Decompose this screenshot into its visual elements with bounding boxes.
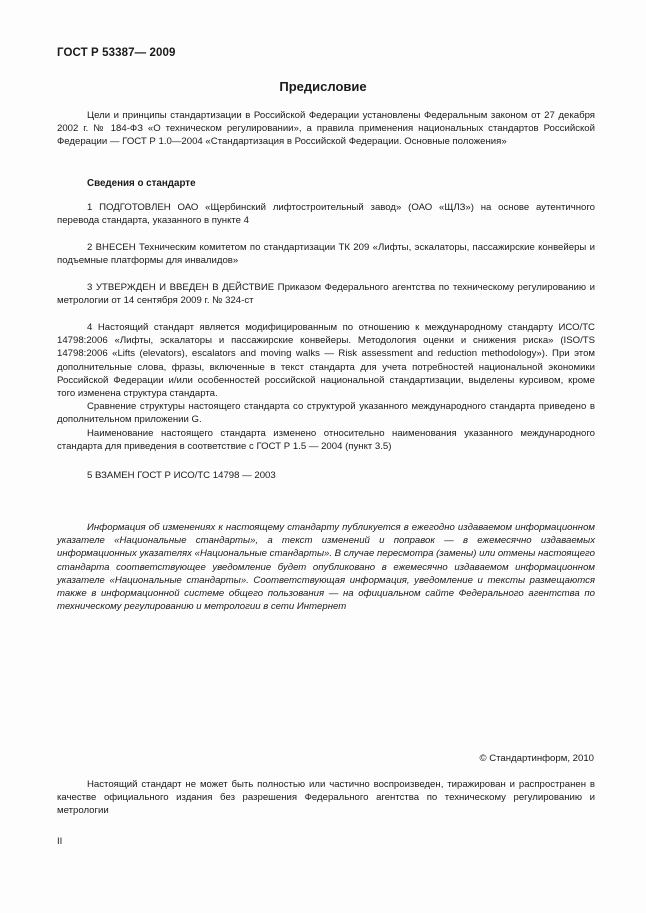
page-title: Предисловие bbox=[279, 79, 367, 94]
page-number: II bbox=[57, 836, 63, 847]
item-4-text-b: Сравнение структуры настоящего стандарта со структурой указанного международного стандарта приведено в дополнительном приложении G. bbox=[57, 401, 595, 426]
item-2-text: 2 ВНЕСЕН Техническим комитетом по стандартизации ТК 209 «Лифты, эскалаторы, пассажирские конвейеры и подъемные платформы для инвалидов» bbox=[57, 242, 595, 267]
reproduction-text: Настоящий стандарт не может быть полностью или частично воспроизведен, тиражирован и распространен в качестве официального издания без разрешения Федерального агентства по техническому регулированию и метрологии bbox=[57, 779, 595, 817]
copyright-line: © Стандартинформ, 2010 bbox=[479, 753, 594, 764]
item-4 bbox=[57, 321, 595, 453]
standard-code: ГОСТ Р 53387— 2009 bbox=[57, 47, 176, 59]
item-2 bbox=[57, 241, 595, 267]
item-3 bbox=[57, 281, 595, 307]
item-4-text-a: 4 Настоящий стандарт является модифицированным по отношению к международному стандарту ИСО/ТС 14798:2006 «Лифты, эскалаторы и пассажирские конвейеры. Методология оценки и снижения риска» (ISO/TS 14798:2006 «Lifts (elevators), escalators and moving walks — Risk assessment and reduction methodology»). При этом дополнительные слова, фразы, включенные в текст стандарта для учета потребностей национальной экономики Российской Федерации и/или особенностей российской национальной стандартизации, выделены курсивом, кроме того изменена структура стандарта. bbox=[57, 322, 595, 400]
info-notice-text: Информация об изменениях к настоящему стандарту публикуется в ежегодно издаваемом информационном указателе «Национальные стандарты», а текст изменений и поправок — в ежемесячно издаваемых информационных указателях «Национальные стандарты». В случае пересмотра (замены) или отмены настоящего стандарта соответствующее уведомление будет опубликовано в ежемесячно издаваемом информационном указателе «Национальные стандарты». Соответствующая информация, уведомление и тексты размещаются также в информационной системе общего пользования — на официальном сайте Федерального агентства по техническому регулированию и метрологии в сети Интернет bbox=[57, 522, 595, 613]
intro-text: Цели и принципы стандартизации в Российской Федерации установлены Федеральным законом от 27 декабря 2002 г. № 184-ФЗ «О техническом регулировании», а правила применения национальных стандартов Российской Федерации — ГОСТ Р 1.0—2004 «Стандартизация в Российской Федерации. Основные положения» bbox=[57, 110, 595, 148]
item-1-text: 1 ПОДГОТОВЛЕН ОАО «Щербинский лифтостроительный завод» (ОАО «ЩЛЗ») на основе аутентичного перевода стандарта, указанного в пункте 4 bbox=[57, 202, 595, 227]
item-5 bbox=[57, 469, 595, 482]
section-heading: Сведения о стандарте bbox=[87, 178, 196, 189]
item-4-text-c: Наименование настоящего стандарта изменено относительно наименования указанного международного стандарта для приведения в соответствие с ГОСТ Р 1.5 — 2004 (пункт 3.5) bbox=[57, 427, 595, 452]
item-3-text: 3 УТВЕРЖДЕН И ВВЕДЕН В ДЕЙСТВИЕ Приказом Федерального агентства по техническому регулированию и метрологии от 14 сентября 2009 г. № 324-ст bbox=[57, 282, 595, 307]
intro-paragraph bbox=[57, 109, 595, 149]
item-5-text: 5 ВЗАМЕН ГОСТ Р ИСО/ТС 14798 — 2003 bbox=[87, 470, 276, 481]
item-1 bbox=[57, 201, 595, 227]
reproduction-notice bbox=[57, 778, 595, 818]
info-notice bbox=[57, 521, 595, 613]
